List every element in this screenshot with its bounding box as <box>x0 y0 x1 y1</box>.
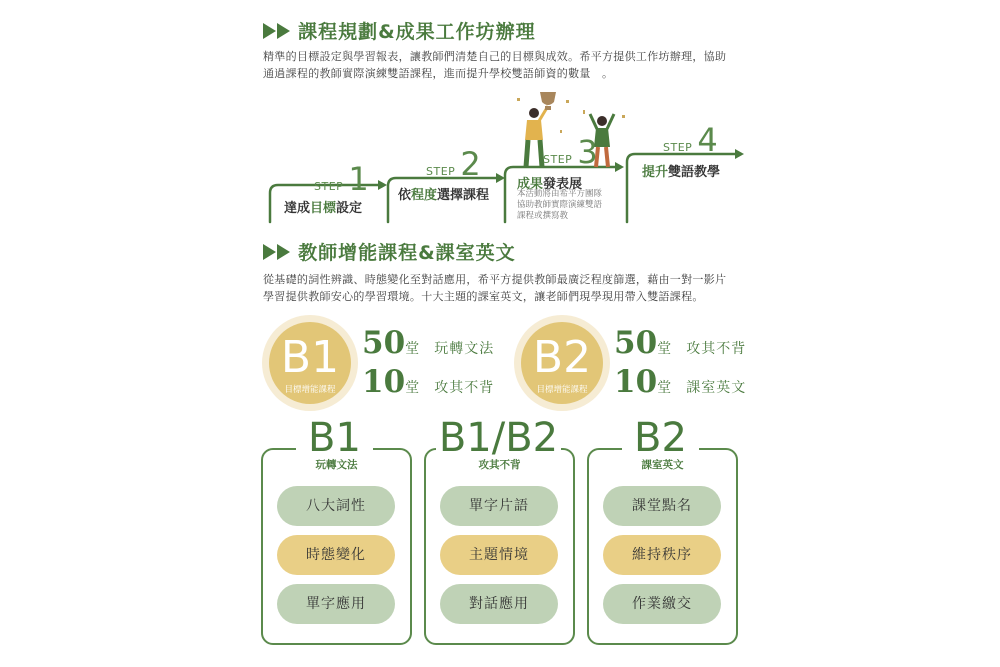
section1-para-line2: 通過課程的教師實際演練雙語課程，進而提升學校雙語師資的數量 。 <box>263 67 614 80</box>
b2-badge <box>514 315 610 411</box>
b1-stat-row-2: 10堂 攻其不背 <box>362 364 495 400</box>
step3 <box>543 133 598 171</box>
section2-paragraph <box>263 271 753 305</box>
pill-item: 時態變化 <box>277 535 395 575</box>
column-b1b2-subtitle: 攻其不背 <box>478 459 521 471</box>
column-b1-title: B1 <box>296 418 373 458</box>
section1-para-line1: 精準的目標設定與學習報表，讓教師們清楚自己的目標與成效。希平方提供工作坊辦理，協助 <box>263 50 727 63</box>
b2-stat-row-1: 50堂 攻其不背 <box>614 325 747 361</box>
pill-item: 維持秩序 <box>603 535 721 575</box>
step4-arrow <box>735 149 744 159</box>
section1-title: 課程規劃&成果工作坊辦理 <box>298 21 536 43</box>
pill-item: 單字應用 <box>277 584 395 624</box>
column-b1-subtitle: 玩轉文法 <box>315 459 358 471</box>
step4-label: STEP <box>663 141 693 154</box>
step3-number: 3 <box>577 133 598 171</box>
step1-arrow <box>378 180 387 190</box>
step1-number: 1 <box>348 160 369 198</box>
section2-title: 教師增能課程&課室英文 <box>298 242 516 264</box>
b2-stat-row-2: 10堂 課室英文 <box>614 364 747 400</box>
pill-item: 課堂點名 <box>603 486 721 526</box>
pill-item: 對話應用 <box>440 584 558 624</box>
step2-number: 2 <box>460 145 481 183</box>
step2-arrow <box>496 173 505 183</box>
section2-para-line2: 學習提供教師安心的學習環境。十大主題的課室英文，讓老師們現學現用帶入雙語課程。 <box>263 290 704 303</box>
step3-text: 成果發表展 <box>517 177 583 192</box>
step3-label: STEP <box>543 153 573 166</box>
b1-badge-sublabel: 目標增能課程 <box>284 385 336 395</box>
steps-diagram <box>0 0 1000 240</box>
b1-badge-label: B1 <box>280 332 340 383</box>
b2-badge-sublabel: 目標增能課程 <box>536 385 588 395</box>
pill-item: 主題情境 <box>440 535 558 575</box>
section2-para-line1: 從基礎的詞性辨識、時態變化至對話應用，希平方提供教師最廣泛程度篩選，藉由一對一影片 <box>263 273 727 286</box>
pill-item: 八大詞性 <box>277 486 395 526</box>
step3-note: 本活動將由希平方團隊 協助教師實際演練雙語 課程或撰寫教 <box>517 189 603 221</box>
pill-item: 作業繳交 <box>603 584 721 624</box>
pill-item: 單字片語 <box>440 486 558 526</box>
column-b2-title: B2 <box>622 418 699 458</box>
step2-text: 依程度選擇課程 <box>398 188 490 203</box>
step1-text: 達成目標設定 <box>284 201 363 216</box>
step1 <box>314 160 369 198</box>
b2-badge-label: B2 <box>532 332 592 383</box>
step4-text: 提升雙語教學 <box>642 165 721 180</box>
step4-number: 4 <box>697 121 718 159</box>
b1-stat-row-1: 50堂 玩轉文法 <box>362 325 495 361</box>
column-b2-subtitle: 課室英文 <box>641 459 684 471</box>
column-b1b2-title: B1/B2 <box>436 418 561 458</box>
step3-arrow <box>615 162 624 172</box>
step1-label: STEP <box>314 180 344 193</box>
step2-label: STEP <box>426 165 456 178</box>
double-arrow-icon <box>263 243 293 261</box>
step4 <box>663 121 718 159</box>
step2 <box>426 145 481 183</box>
section2-header <box>263 238 516 265</box>
b1-badge <box>262 315 358 411</box>
